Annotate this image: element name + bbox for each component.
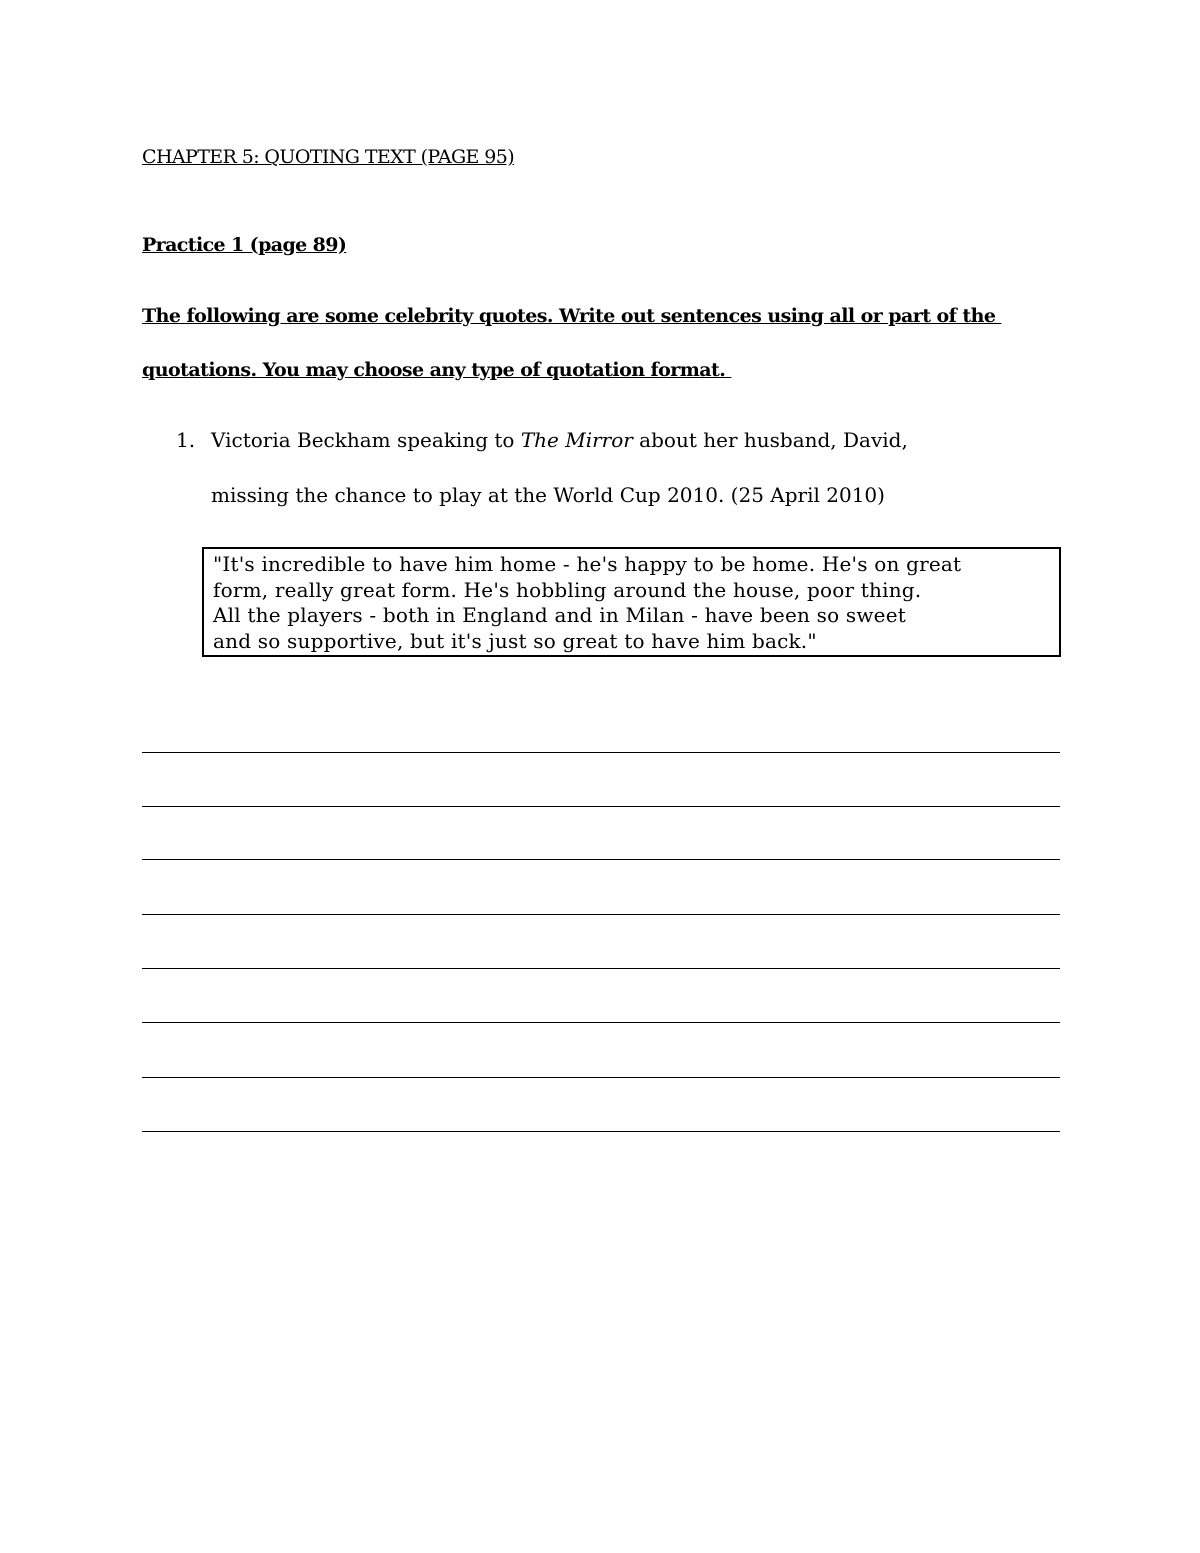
quote-text: [213, 552, 1058, 654]
item-prompt-before-title: Victoria Beckham speaking to: [211, 428, 521, 452]
item-prompt-line-1: [211, 428, 908, 452]
item-number: 1.: [176, 428, 196, 452]
item-prompt-line-2: missing the chance to play at the World Cup 2010. (25 April 2010): [211, 483, 885, 507]
quote-line: form, really great form. He's hobbling around the house, poor thing.: [213, 577, 922, 602]
answer-line[interactable]: [142, 752, 1060, 753]
instruction-line-2: quotations. You may choose any type of quotation format.: [142, 359, 732, 381]
answer-line[interactable]: [142, 1022, 1060, 1023]
answer-line[interactable]: [142, 968, 1060, 969]
answer-line[interactable]: [142, 1077, 1060, 1078]
quote-line: and so supportive, but it's just so great to have him back.": [213, 628, 817, 653]
answer-line[interactable]: [142, 1131, 1060, 1132]
practice-heading: Practice 1 (page 89): [142, 234, 347, 256]
item-prompt-publication-title: The Mirror: [520, 428, 633, 452]
instruction-line-1: The following are some celebrity quotes. Write out sentences using all or part of the: [142, 305, 1002, 327]
answer-line[interactable]: [142, 914, 1060, 915]
quote-box: [202, 547, 1061, 657]
quote-line: "It's incredible to have him home - he's happy to be home. He's on great: [213, 552, 962, 576]
answer-line[interactable]: [142, 859, 1060, 860]
item-prompt-after-title: about her husband, David,: [632, 428, 908, 452]
quote-line: All the players - both in England and in Milan - have been so sweet: [213, 603, 906, 627]
chapter-title: CHAPTER 5: QUOTING TEXT (PAGE 95): [142, 146, 515, 168]
answer-line[interactable]: [142, 806, 1060, 807]
